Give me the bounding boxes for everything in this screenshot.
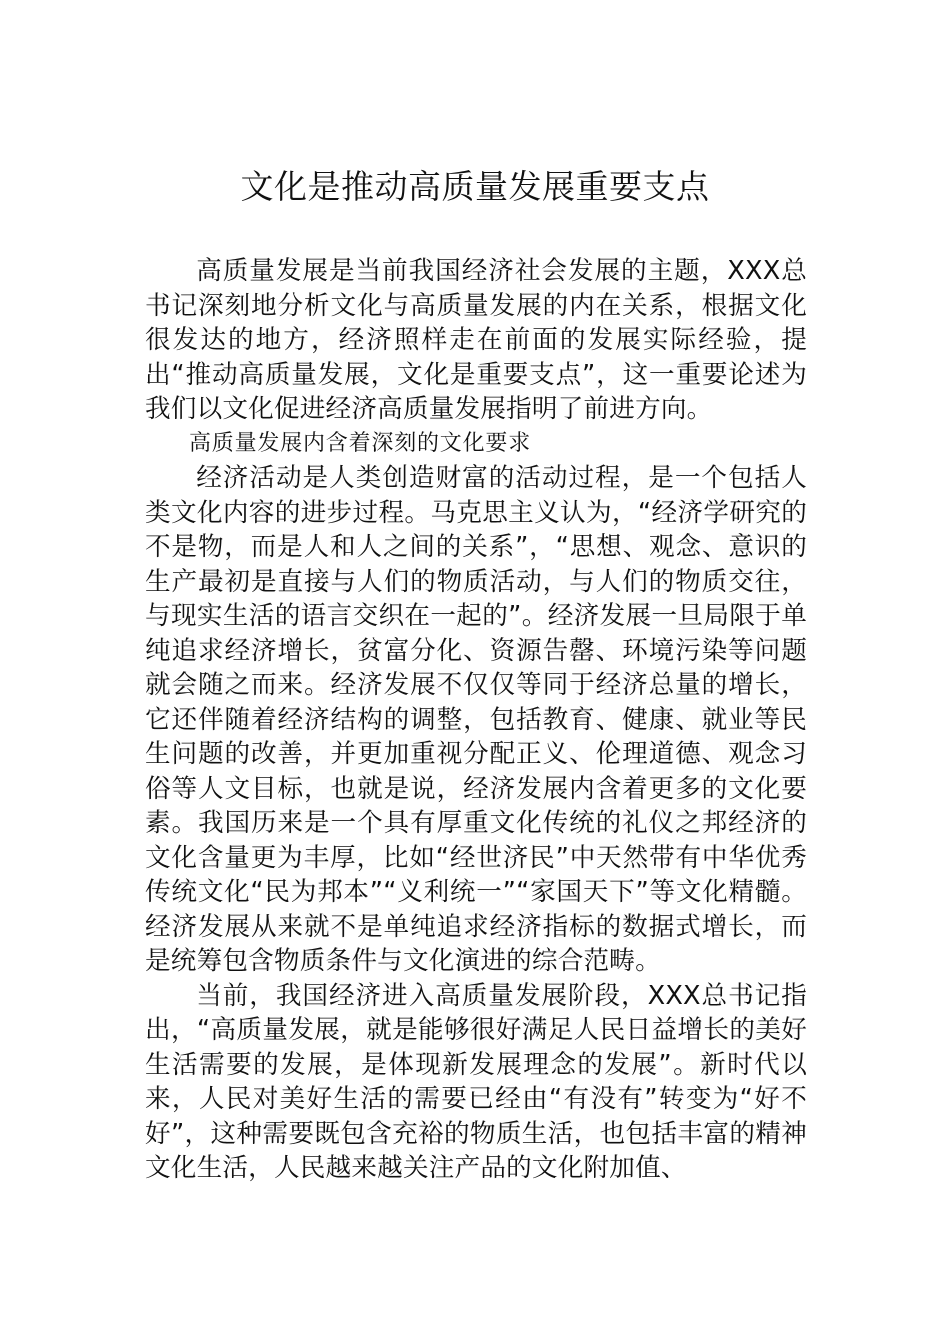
document-body	[145, 254, 807, 1186]
section-heading: 高质量发展内含着深刻的文化要求	[189, 430, 532, 456]
paragraph-intro: 高质量发展是当前我国经济社会发展的主题，XXX总书记深刻地分析文化与高质量发展的内在关系，根据文化很发达的地方，经济照样走在前面的发展实际经验，提出“推动高质量发展，文化是重要支点”，这一重要论述为我们以文化促进经济高质量发展指明了前进方向。	[145, 256, 807, 424]
document-title: 文化是推动高质量发展重要支点	[240, 167, 710, 206]
paragraph-economic-activity: 经济活动是人类创造财富的活动过程，是一个包括人类文化内容的进步过程。马克思主义认为，“经济学研究的不是物，而是人和人之间的关系”，“思想、观念、意识的生产最初是直接与人们的物质活动，与人们的物质交往，与现实生活的语言交织在一起的”。经济发展一旦局限于单纯追求经济增长，贫富分化、资源告罄、环境污染等问题就会随之而来。经济发展不仅仅等同于经济总量的增长，它还伴随着经济结构的调整，包括教育、健康、就业等民生问题的改善，并更加重视分配正义、伦理道德、观念习俗等人文目标，也就是说，经济发展内含着更多的文化要素。我国历来是一个具有厚重文化传统的礼仪之邦经济的文化含量更为丰厚，比如“经世济民”中天然带有中华优秀传统文化“民为邦本”“义利统一”“家国天下”等文化精髓。经济发展从来就不是单纯追求经济指标的数据式增长，而是统筹包含物质条件与文化演进的综合范畴。	[145, 463, 807, 976]
paragraph-current-stage: 当前，我国经济进入高质量发展阶段，XXX总书记指出，“高质量发展，就是能够很好满足人民日益增长的美好生活需要的发展，是体现新发展理念的发展”。新时代以来，人民对美好生活的需要已经由“有没有”转变为“好不好”，这种需要既包含充裕的物质生活，也包括丰富的精神文化生活，人民越来越关注产品的文化附加值、	[145, 980, 807, 1183]
